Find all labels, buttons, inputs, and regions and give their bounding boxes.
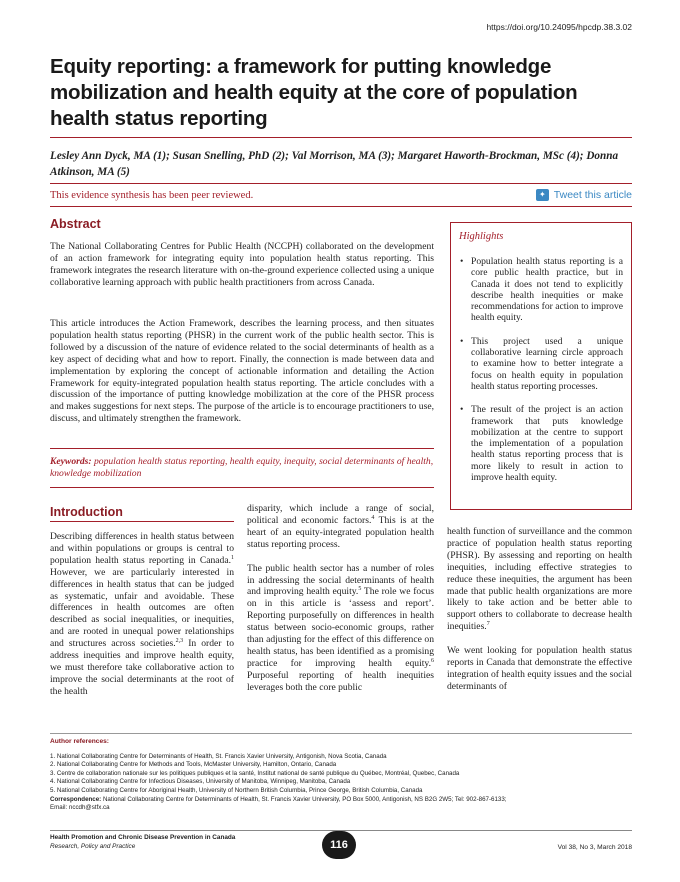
intro-text: Purposeful reporting of health inequities leverages both the core public: [247, 669, 434, 693]
journal-name: Health Promotion and Chronic Disease Prevention in Canada: [50, 834, 236, 841]
intro-text: Describing differences in health status between and within populations or groups is central to population health status reporting in Canada.: [50, 531, 234, 566]
issue-info: Vol 38, No 3, March 2018: [557, 844, 632, 851]
intro-paragraph: [50, 531, 234, 698]
intro-text: The public health sector has a number of roles in addressing the social determinants of health and improving health equity.: [247, 562, 434, 598]
twitter-icon: ✦: [536, 189, 549, 201]
highlight-item: [459, 336, 623, 392]
bullet-icon: •: [460, 404, 464, 416]
citation: 7: [486, 621, 490, 628]
abstract-paragraph-2: This article introduces the Action Framework, describes the learning process, and then situates population health status reporting (PHSR) in the current work of the public health sector. This is followed by a discussion of the nature of evidence related to the social determinants of health as a key aspect of deciding what and how to report. Finally, the connection is made between data and implementation by exploring the concept of actionable information and detailing the Action Framework for equity-integrated population health status reporting. The article concludes with a discussion of the importance of putting knowledge mobilization at the core of the PHSR process and makes suggestions for next steps. The purpose of the article is to encourage practitioners to use, discuss, and ultimately strengthen the framework.: [50, 318, 434, 425]
keywords: [50, 456, 434, 480]
author-list: Lesley Ann Dyck, MA (1); Susan Snelling, PhD (2); Val Morrison, MA (3); Margaret Haworth-Brockman, MSc (4); Donna Atkinson, MA (5): [50, 150, 619, 178]
body-column-1: [50, 531, 234, 710]
citation: 4: [371, 514, 375, 521]
intro-paragraph: [447, 526, 632, 633]
body-column-2: [247, 503, 434, 706]
citation: 2,3: [175, 637, 184, 644]
bullet-icon: •: [460, 256, 464, 267]
intro-paragraph: [447, 645, 632, 693]
highlight-text: Population health status reporting is a core public health practice, but in Canada it does not tend to explicitly describe health inequities or make recommendations for action to improve health equity.: [471, 256, 623, 324]
keywords-bottom-divider: [50, 487, 434, 488]
journal-subtitle: Research, Policy and Practice: [50, 842, 136, 850]
page-number: 116: [322, 831, 356, 859]
header-divider: [50, 206, 632, 207]
reference-item: 3. Centre de collaboration nationale sur les politiques publiques et la santé, Institut national de santé publique du Québec, Montréal, Quebec, Canada: [50, 769, 460, 777]
intro-text: disparity, which include a range of social, political and economic factors.: [247, 503, 434, 526]
correspondence-text: National Collaborating Centre for Determinants of Health, St. Francis Xavier University, PO Box 5000, Antigonish, NS B2G 2W5; Tel: 902-867-6133;: [102, 795, 507, 803]
abstract-heading: Abstract: [50, 217, 101, 231]
doi-link[interactable]: https://doi.org/10.24095/hpcdp.38.3.02: [486, 22, 632, 32]
abstract-paragraph-1: The National Collaborating Centres for Public Health (NCCPH) collaborated on the development of an action framework for integrating equity into population health status reporting. This framework integrates the research literature with on-the-ground experience collected using a unique collaborative learning approach with public health practitioners from across Canada.: [50, 241, 434, 288]
intro-text: This is at the heart of an equity-integrated population health status reporting process.: [247, 514, 434, 550]
peer-review-note: This evidence synthesis has been peer reviewed.: [50, 190, 254, 201]
citation: 6: [431, 657, 434, 664]
authors-divider: [50, 183, 632, 184]
body-column-3: [447, 526, 632, 705]
tweet-link[interactable]: [536, 189, 632, 201]
title-divider: [50, 137, 632, 138]
keywords-top-divider: [50, 448, 434, 449]
reference-item: 1. National Collaborating Centre for Determinants of Health, St. Francis Xavier University, Antigonish, Nova Scotia, Canada: [50, 752, 387, 760]
highlight-item: [459, 404, 623, 483]
highlight-text: The result of the project is an action framework that puts knowledge mobilization at the centre to support the implementation of a population health status reporting process that is more likely to result in action to improve health equity.: [471, 404, 623, 484]
keywords-label: Keywords:: [50, 456, 92, 467]
intro-paragraph: [247, 563, 434, 694]
intro-heading-divider: [50, 521, 234, 522]
references-heading: Author references:: [50, 738, 109, 745]
intro-text: In order to address inequities and improve health equity, we must therefore take collaborative action to improve the social determinants at the root of the health: [50, 638, 234, 697]
tweet-label: Tweet this article: [553, 189, 632, 201]
reference-item: 4. National Collaborating Centre for Infectious Diseases, University of Manitoba, Winnipeg, Manitoba, Canada: [50, 778, 351, 786]
citation: 1: [231, 554, 234, 561]
keywords-text: population health status reporting, health equity, inequity, social determinants of health, knowledge mobilization: [50, 456, 434, 479]
journal-footer: [50, 834, 235, 851]
highlight-text: This project used a unique collaborative learning circle approach to examine how to better integrate a focus on health equity in population health status reporting processes.: [471, 335, 623, 392]
intro-paragraph: [247, 503, 434, 551]
bullet-icon: •: [460, 335, 464, 347]
highlight-item: [459, 256, 623, 324]
highlights-box: [450, 222, 632, 510]
author-references: [50, 738, 632, 813]
reference-item: 2. National Collaborating Centre for Methods and Tools, McMaster University, Hamilton, Ontario, Canada: [50, 761, 337, 769]
intro-text: health function of surveillance and the common practice of population health status reporting (PHSR). By assessing and reporting on health inequities, including effective strategies to reduce these inequities, the argument has been made that public health organizations are more likely to take action and be better able to support others to collaborate to decrease health inequities.: [447, 526, 632, 633]
citation: 5: [358, 586, 362, 593]
intro-text: However, we are particularly interested in differences in health status that can be judged as systematic, unfair and avoidable. These differences in health outcomes are often described as social inequalities, or inequities, and are rooted in unequal power relationships and structures across societies.: [50, 566, 234, 650]
highlights-title: Highlights: [459, 231, 504, 242]
intro-text: The role we focus on in this article is ‘assess and report’. Reporting purposefully on differences in health status between socio-economic groups, rather than adjusting for the effect of this difference on health status, has been identified as a promising practice for improving health equity.: [247, 586, 434, 669]
correspondence-label: Correspondence:: [50, 795, 102, 803]
correspondence: [50, 796, 632, 805]
references-divider: [50, 733, 632, 734]
intro-text: We went looking for population health status reports in Canada that demonstrate the effective integration of health equity issues and the social determinants of: [447, 645, 632, 692]
correspondence-email[interactable]: Email: nccdh@stfx.ca: [50, 804, 110, 812]
article-title: Equity reporting: a framework for putting knowledge mobilization and health equity at the core of population health status reporting: [50, 55, 578, 130]
reference-item: 5. National Collaborating Centre for Aboriginal Health, University of Northern British Columbia, Prince George, British Columbia, Canada: [50, 786, 423, 794]
introduction-heading: Introduction: [50, 505, 123, 519]
